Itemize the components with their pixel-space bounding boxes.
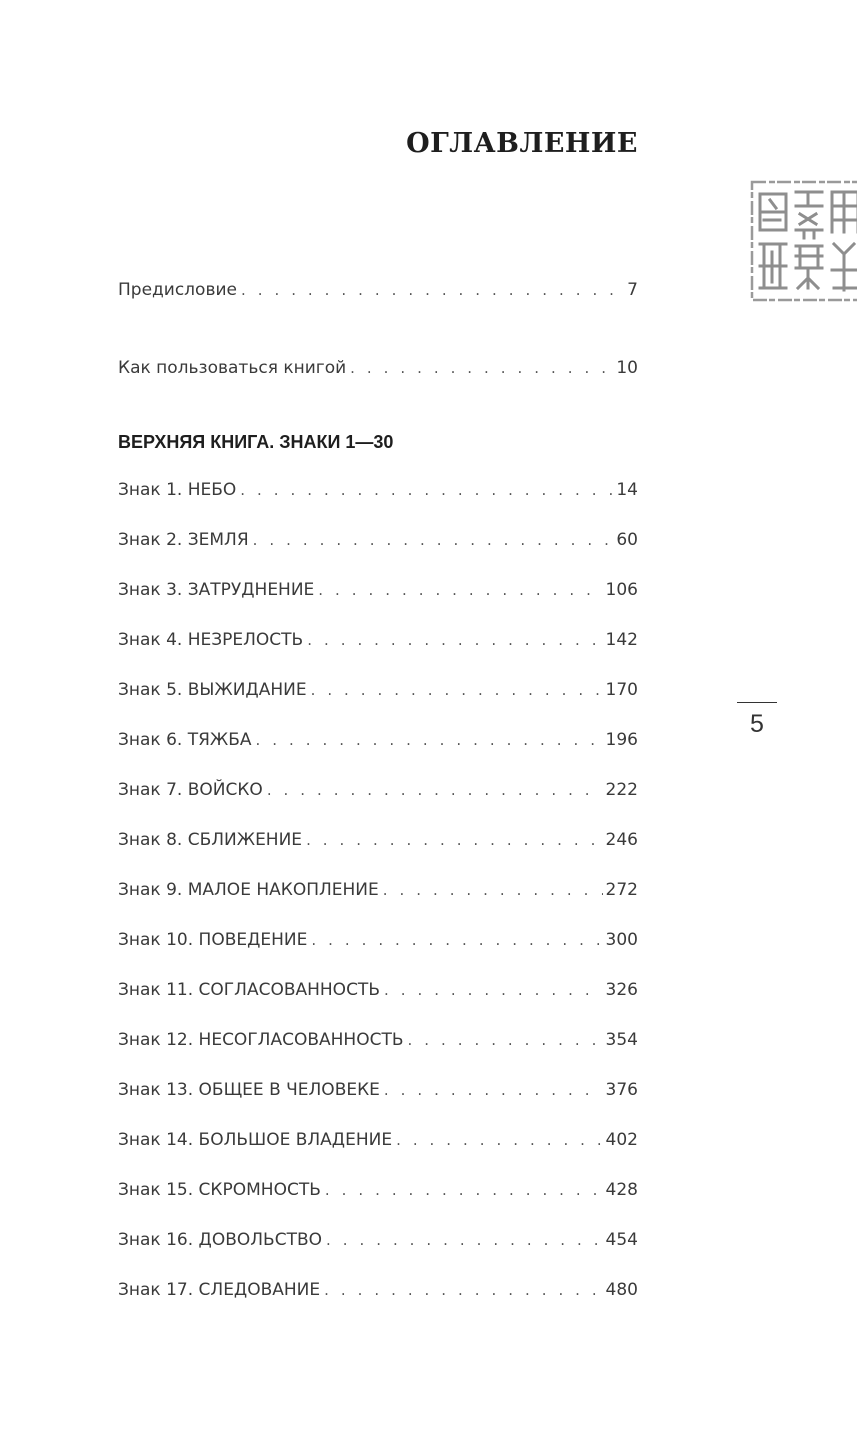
dot-leader <box>396 1131 602 1149</box>
toc-entry-label: Знак 9. МАЛОЕ НАКОПЛЕНИЕ <box>118 880 379 900</box>
toc-entry-page: 272 <box>605 880 638 900</box>
toc-entry-label: Знак 11. СОГЛАСОВАННОСТЬ <box>118 980 380 1000</box>
toc-entry-label: Знак 1. НЕБО <box>118 480 237 500</box>
toc-entry-page: 7 <box>627 280 638 300</box>
toc-entry-label: Знак 5. ВЫЖИДАНИЕ <box>118 680 307 700</box>
dot-leader <box>311 681 603 699</box>
toc-entry[interactable] <box>118 680 638 708</box>
toc-entry-page: 14 <box>616 480 638 500</box>
dot-leader <box>326 1231 603 1249</box>
dot-leader <box>256 731 603 749</box>
toc-entry-page: 170 <box>605 680 638 700</box>
toc-entry-page: 142 <box>605 630 638 650</box>
dot-leader <box>307 631 602 649</box>
toc-entry-label: Знак 15. СКРОМНОСТЬ <box>118 1180 321 1200</box>
toc-entry-label: Предисловие <box>118 280 237 300</box>
toc-entry-label: Знак 2. ЗЕМЛЯ <box>118 530 249 550</box>
toc-entry-label: Знак 6. ТЯЖБА <box>118 730 252 750</box>
toc-entry-label: Знак 17. СЛЕДОВАНИЕ <box>118 1280 321 1300</box>
toc-entry-label: Знак 13. ОБЩЕЕ В ЧЕЛОВЕКЕ <box>118 1080 380 1100</box>
dot-leader <box>324 1281 602 1299</box>
dot-leader <box>383 881 603 899</box>
toc-entry-page: 60 <box>616 530 638 550</box>
seal-stamp-icon <box>750 180 857 302</box>
toc-entry[interactable] <box>118 730 638 758</box>
dot-leader <box>311 931 602 949</box>
toc-entry-page: 480 <box>605 1280 638 1300</box>
toc-entry-page: 326 <box>605 980 638 1000</box>
dot-leader <box>253 531 614 549</box>
toc-entry[interactable] <box>118 630 638 658</box>
toc-entry[interactable] <box>118 930 638 958</box>
toc-entry[interactable] <box>118 1130 638 1158</box>
dot-leader <box>408 1031 603 1049</box>
toc-entry-page: 376 <box>605 1080 638 1100</box>
toc-entry[interactable] <box>118 880 638 908</box>
toc-entry[interactable] <box>118 830 638 858</box>
toc-entry-page: 454 <box>605 1230 638 1250</box>
toc-entry-label: Знак 3. ЗАТРУДНЕНИЕ <box>118 580 315 600</box>
dot-leader <box>384 1081 603 1099</box>
toc-entry-label: Знак 7. ВОЙСКО <box>118 780 263 800</box>
toc-entry[interactable] <box>118 1280 638 1308</box>
toc-entry-page: 106 <box>605 580 638 600</box>
toc-entry-label: Знак 10. ПОВЕДЕНИЕ <box>118 930 308 950</box>
toc-entry-page: 402 <box>605 1130 638 1150</box>
toc-entry-page: 10 <box>616 358 638 378</box>
dot-leader <box>325 1181 603 1199</box>
dot-leader <box>241 281 624 299</box>
toc-entry-preface[interactable] <box>118 280 638 308</box>
toc-entry[interactable] <box>118 980 638 1008</box>
toc-entry-label: Знак 14. БОЛЬШОЕ ВЛАДЕНИЕ <box>118 1130 393 1150</box>
toc-entry-how-to-use[interactable] <box>118 358 638 386</box>
toc-entry[interactable] <box>118 530 638 558</box>
dot-leader <box>350 359 613 377</box>
toc-entry-label: Знак 4. НЕЗРЕЛОСТЬ <box>118 630 304 650</box>
toc-entry-label: Знак 8. СБЛИЖЕНИЕ <box>118 830 303 850</box>
toc-entry-page: 300 <box>605 930 638 950</box>
toc-entry-page: 246 <box>605 830 638 850</box>
dot-leader <box>306 831 602 849</box>
dot-leader <box>384 981 603 999</box>
toc-entry-page: 354 <box>605 1030 638 1050</box>
toc-entry[interactable] <box>118 780 638 808</box>
toc-entry-label: Знак 16. ДОВОЛЬСТВО <box>118 1230 322 1250</box>
page-title: ОГЛАВЛЕНИЕ <box>406 128 638 159</box>
toc-entry-page: 196 <box>605 730 638 750</box>
toc-entry[interactable] <box>118 1230 638 1258</box>
toc-entry-page: 222 <box>605 780 638 800</box>
dot-leader <box>267 781 603 799</box>
toc-entry-page: 428 <box>605 1180 638 1200</box>
toc-entry[interactable] <box>118 480 638 508</box>
dot-leader <box>240 481 613 499</box>
section-heading: ВЕРХНЯЯ КНИГА. ЗНАКИ 1—30 <box>118 432 394 452</box>
toc-entry[interactable] <box>118 580 638 608</box>
toc-entry[interactable] <box>118 1080 638 1108</box>
page-number: 5 <box>750 710 764 738</box>
toc-entry[interactable] <box>118 1180 638 1208</box>
toc-entry-label: Как пользоваться книгой <box>118 358 347 378</box>
dot-leader <box>318 581 602 599</box>
page-number-rule <box>737 702 777 703</box>
toc-entry-label: Знак 12. НЕСОГЛАСОВАННОСТЬ <box>118 1030 404 1050</box>
toc-entry[interactable] <box>118 1030 638 1058</box>
